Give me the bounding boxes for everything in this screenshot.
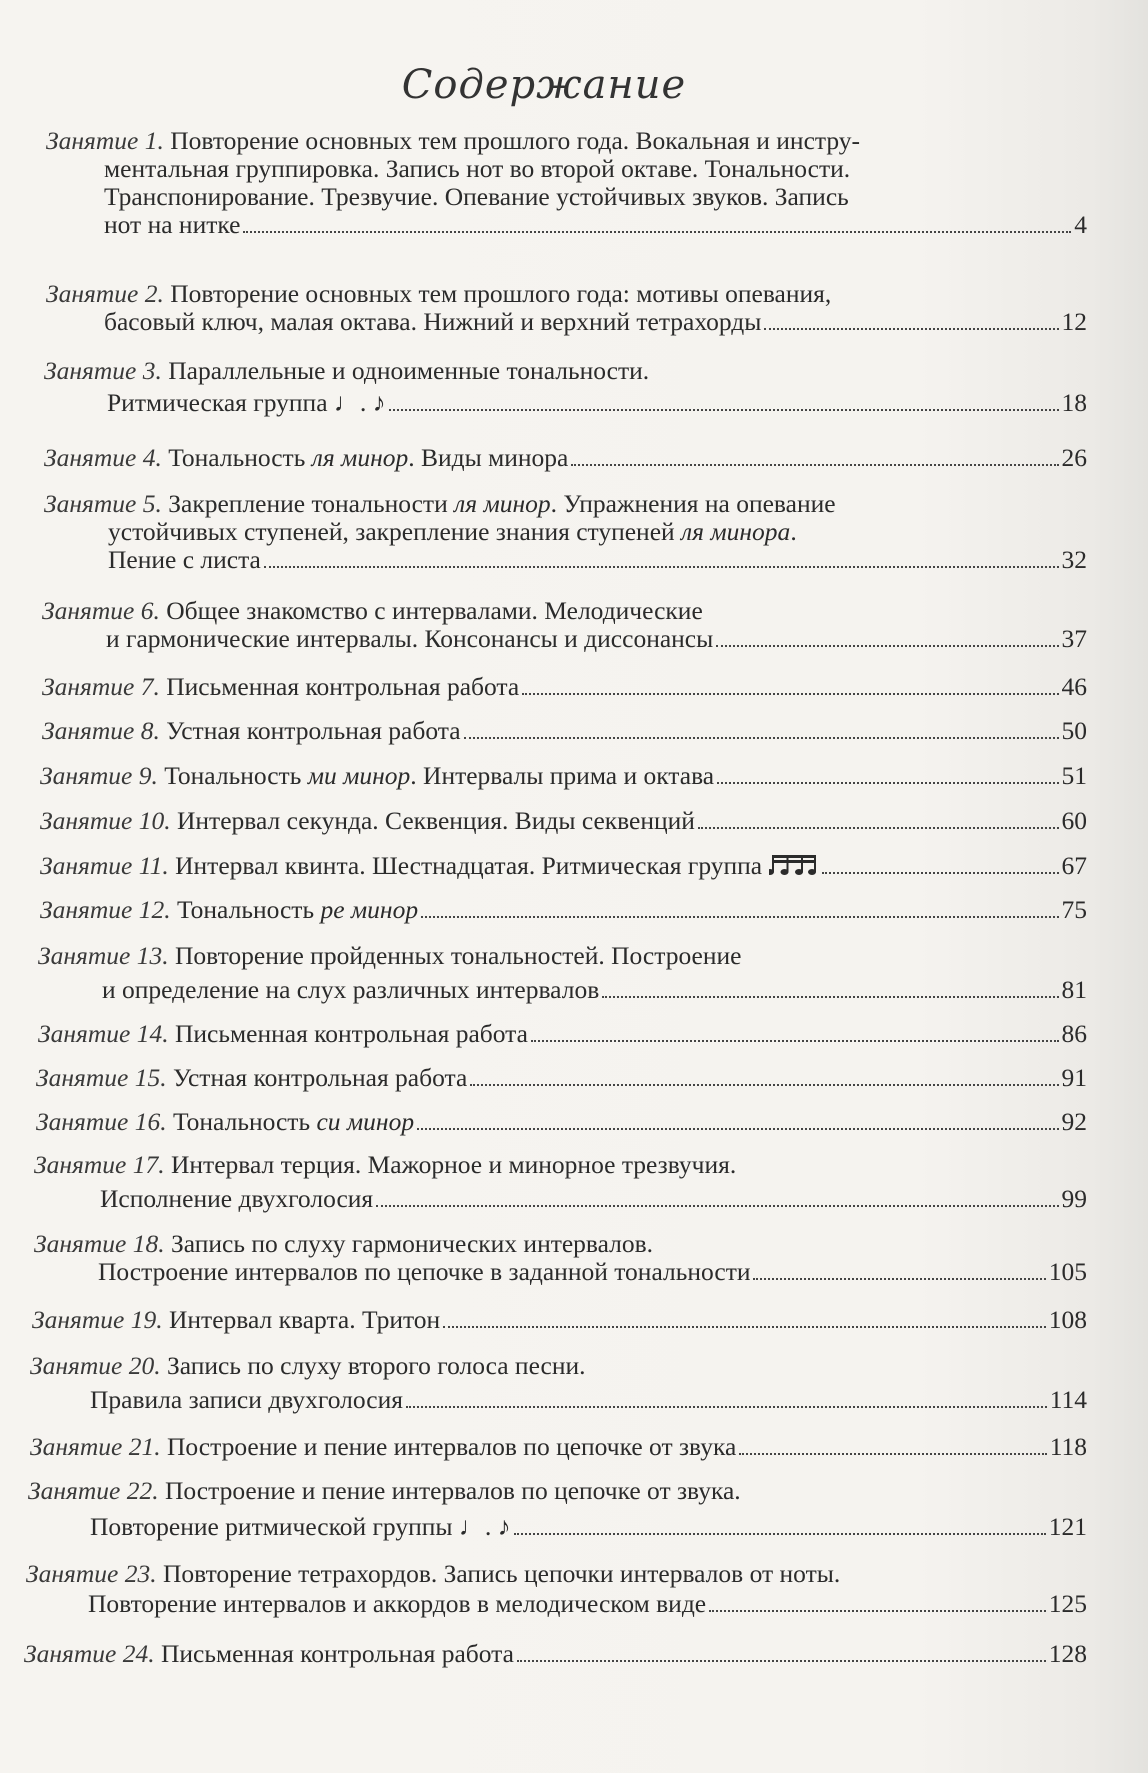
toc-entry-22[interactable]: Занятие 22. Построение и пение интервалов по цепочке от звука. Повторение ритмической группы ♩. ♪ 121	[28, 1476, 1087, 1541]
leader-dots	[709, 1608, 1046, 1612]
leader-dots	[571, 462, 1058, 466]
leader-dots	[470, 1082, 1058, 1086]
page-title: Содержание	[401, 62, 687, 108]
page-number: 128	[1048, 1639, 1087, 1668]
leader-dots	[764, 326, 1058, 330]
toc-entry-12[interactable]: Занятие 12. Тональность ре минор 75	[40, 895, 1087, 924]
page-number: 4	[1074, 210, 1087, 239]
leader-dots	[739, 1451, 1046, 1455]
toc-entry-11[interactable]: Занятие 11. Интервал квинта. Шестнадцатая. Ритмическая группа 67	[40, 851, 1087, 880]
entry-label: Занятие 1.	[46, 126, 164, 155]
page-number: 118	[1049, 1432, 1087, 1461]
page-number: 91	[1061, 1063, 1087, 1092]
leader-dots	[264, 564, 1059, 568]
toc-entry-8[interactable]: Занятие 8. Устная контрольная работа 50	[42, 716, 1087, 745]
toc-entry-23[interactable]: Занятие 23. Повторение тетрахордов. Запись цепочки интервалов от ноты. Повторение интервалов и аккордов в мелодическом виде 125	[26, 1559, 1087, 1618]
leader-dots	[406, 1404, 1047, 1408]
toc-entry-18[interactable]: Занятие 18. Запись по слуху гармонических интервалов. Построение интервалов по цепочке в заданной тональности 105	[34, 1229, 1087, 1286]
leader-dots	[822, 870, 1059, 874]
leader-dots	[522, 691, 1058, 695]
page-number: 92	[1061, 1107, 1087, 1136]
page-number: 67	[1061, 851, 1087, 880]
toc-entry-17[interactable]: Занятие 17. Интервал терция. Мажорное и минорное трезвучия. Исполнение двухголосия 99	[34, 1150, 1087, 1213]
toc-entry-1[interactable]: Занятие 1. Повторение основных тем прошлого года. Вокальная и инстру- ментальная группировка. Запись нот во второй октаве. Тональности. Транспонирование. Трезвучие. Опевание устойчивых звуков. Запись нот на нитке 4	[46, 126, 1087, 239]
toc-entry-2[interactable]: Занятие 2. Повторение основных тем прошлого года: мотивы опевания, басовый ключ, малая октава. Нижний и верхний тетрахорды 12	[46, 279, 1087, 336]
page-number: 12	[1061, 307, 1087, 336]
toc-entry-15[interactable]: Занятие 15. Устная контрольная работа 91	[36, 1063, 1087, 1092]
dotted-quarter-note-icon: ♩.	[333, 388, 367, 417]
page-number: 99	[1061, 1184, 1087, 1213]
leader-dots	[753, 1276, 1045, 1280]
page-number: 50	[1061, 716, 1087, 745]
leader-dots	[421, 914, 1058, 918]
page-number: 51	[1061, 761, 1087, 790]
toc-entry-24[interactable]: Занятие 24. Письменная контрольная работа 128	[24, 1639, 1087, 1668]
leader-dots	[517, 1658, 1046, 1662]
page-number: 81	[1061, 975, 1087, 1004]
page-number: 125	[1048, 1589, 1087, 1618]
toc-entry-13[interactable]: Занятие 13. Повторение пройденных тональностей. Построение и определение на слух различных интервалов 81	[38, 941, 1087, 1004]
toc-entry-6[interactable]: Занятие 6. Общее знакомство с интервалами. Мелодические и гармонические интервалы. Консонансы и диссонансы 37	[42, 596, 1087, 653]
page-number: 18	[1061, 388, 1087, 417]
sixteenth-notes-group-icon	[769, 852, 819, 876]
toc-entry-5[interactable]: Занятие 5. Закрепление тональности ля минор. Упражнения на опевание устойчивых ступеней, закрепление знания ступеней ля минора. Пение с листа 32	[44, 489, 1087, 574]
page-number: 46	[1061, 672, 1087, 701]
page-number: 114	[1049, 1385, 1087, 1414]
leader-dots	[717, 780, 1058, 784]
leader-dots	[389, 407, 1059, 411]
leader-dots	[698, 825, 1059, 829]
toc-entry-7[interactable]: Занятие 7. Письменная контрольная работа 46	[42, 672, 1087, 701]
page-number: 75	[1061, 895, 1087, 924]
eighth-note-icon: ♪	[372, 388, 386, 417]
leader-dots	[464, 735, 1059, 739]
toc-entry-4[interactable]: Занятие 4. Тональность ля минор. Виды минора 26	[44, 443, 1087, 472]
leader-dots	[531, 1038, 1059, 1042]
leader-dots	[514, 1531, 1046, 1535]
dotted-quarter-note-icon: ♩.	[458, 1512, 492, 1541]
leader-dots	[443, 1324, 1046, 1328]
leader-dots	[602, 994, 1058, 998]
page-number: 105	[1048, 1257, 1087, 1286]
leader-dots	[716, 643, 1058, 647]
page-number: 32	[1061, 545, 1087, 574]
toc-entry-21[interactable]: Занятие 21. Построение и пение интервалов по цепочке от звука 118	[30, 1432, 1087, 1461]
page-number: 26	[1061, 443, 1087, 472]
leader-dots	[243, 229, 1071, 233]
page-number: 86	[1061, 1019, 1087, 1048]
toc-entry-20[interactable]: Занятие 20. Запись по слуху второго голоса песни. Правила записи двухголосия 114	[30, 1351, 1087, 1414]
leader-dots	[376, 1203, 1058, 1207]
leader-dots	[417, 1126, 1058, 1130]
toc-entry-16[interactable]: Занятие 16. Тональность си минор 92	[36, 1107, 1087, 1136]
eighth-note-icon: ♪	[497, 1512, 511, 1541]
page-number: 37	[1061, 624, 1087, 653]
toc-entry-19[interactable]: Занятие 19. Интервал кварта. Тритон 108	[32, 1305, 1087, 1334]
page-number: 121	[1048, 1512, 1087, 1541]
toc-entry-9[interactable]: Занятие 9. Тональность ми минор. Интервалы прима и октава 51	[40, 761, 1087, 790]
toc-entry-3[interactable]: Занятие 3. Параллельные и одноименные тональности. Ритмическая группа ♩. ♪ 18	[44, 356, 1087, 417]
toc-entry-14[interactable]: Занятие 14. Письменная контрольная работа 86	[38, 1019, 1087, 1048]
toc-entry-10[interactable]: Занятие 10. Интервал секунда. Секвенция. Виды секвенций 60	[40, 806, 1087, 835]
page-number: 60	[1061, 806, 1087, 835]
page-number: 108	[1048, 1305, 1087, 1334]
